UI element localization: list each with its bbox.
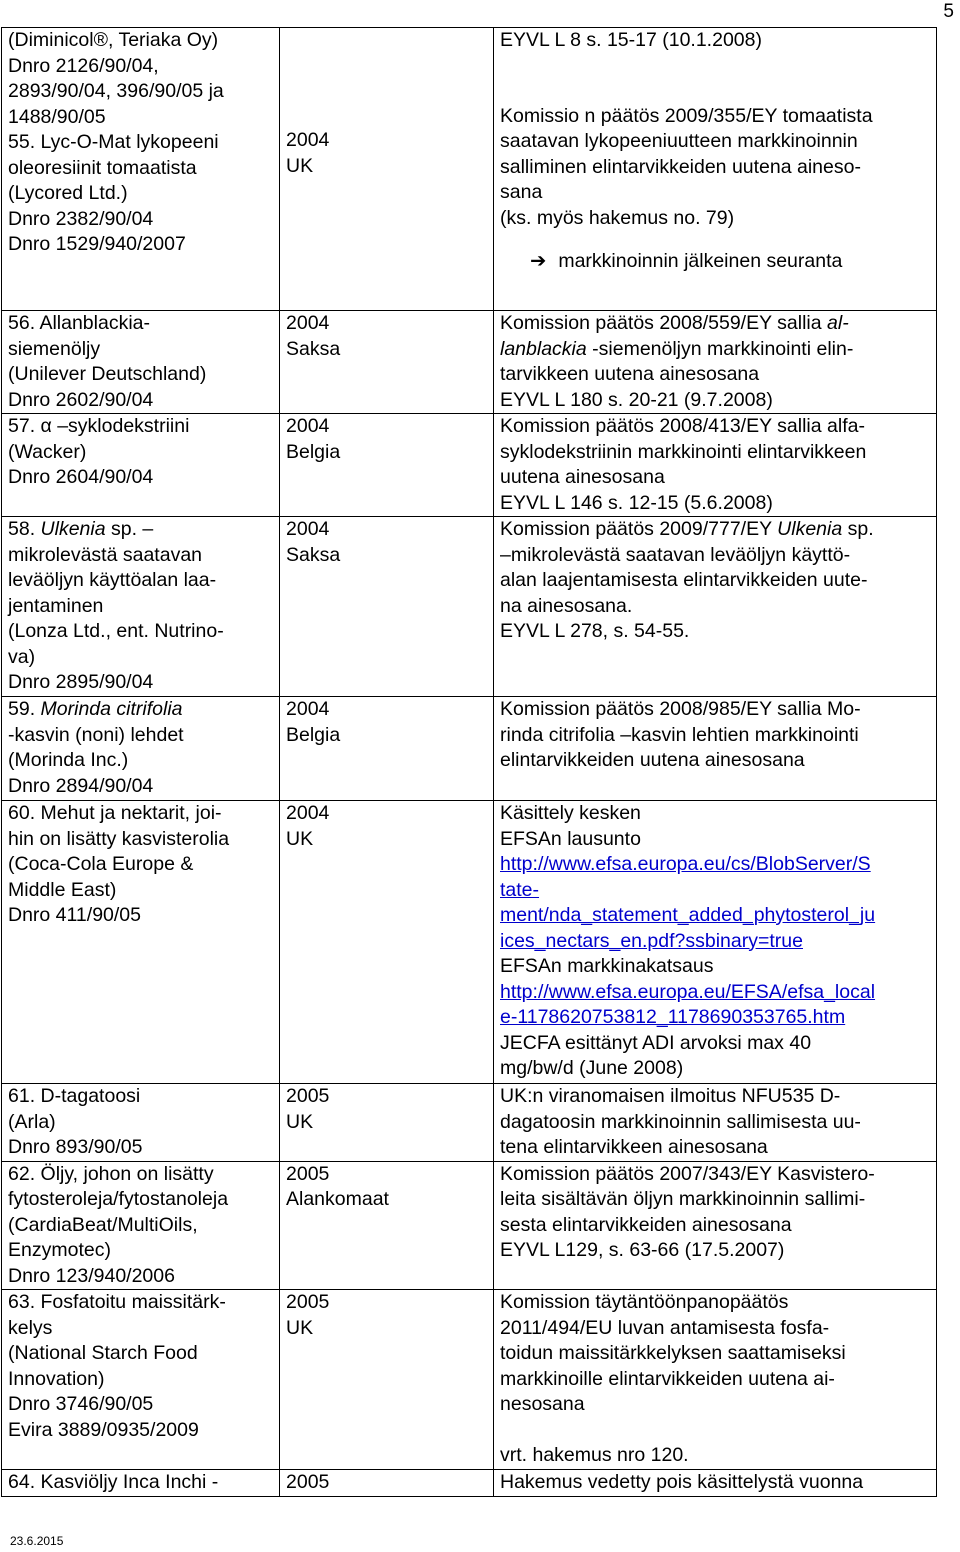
text-line: (Lycored Ltd.) [8, 182, 128, 204]
efsa-market-review-link[interactable]: http://www.efsa.europa.eu/EFSA/efsa_local e-1178620753812_1178690353765.htm [500, 980, 876, 1028]
text-line: Dnro 1529/940/2007 [8, 233, 186, 255]
decision-cell [494, 1290, 937, 1470]
text-line: -kasvin (noni) lehdet [8, 723, 184, 746]
applicant-cell [2, 1470, 280, 1497]
country: Belgia [286, 440, 341, 463]
text-line: (CardiaBeat/MultiOils, [8, 1213, 198, 1236]
text-line: 1488/90/05 [8, 105, 106, 128]
text-line: markkinoille elintarvikkeiden uutena ai- [500, 1367, 835, 1390]
table-row [2, 517, 937, 697]
year: 2004 [286, 129, 330, 151]
text-line: 55. Lyc-O-Mat lykopeeni [8, 131, 219, 153]
table-row [2, 1470, 937, 1497]
text-line: uutena ainesosana [500, 466, 665, 488]
decision-cell [494, 1470, 937, 1497]
text-line: 60. Mehut ja nektarit, joi- [8, 802, 222, 824]
table-row [2, 801, 937, 1084]
text-line: -siemenöljyn markkinointi elin- [586, 337, 854, 360]
text-line: Dnro 2604/90/04 [8, 466, 154, 488]
text-line: salliminen elintarvikkeiden uutena aineso- [500, 155, 861, 178]
text-line: Dnro 893/90/05 [8, 1136, 143, 1158]
table-row [2, 697, 937, 801]
year-country-cell [280, 1290, 494, 1470]
text-line: Enzymotec) [8, 1239, 111, 1261]
text-line: EFSAn lausunto [500, 827, 641, 850]
text-line: Dnro 2895/90/04 [8, 671, 154, 693]
country: UK [286, 154, 314, 177]
year-country-cell [280, 1161, 494, 1290]
text-line: alan laajentamisesta elintarvikkeiden uute- [500, 569, 868, 591]
text-line: saatavan lykopeeniuutteen markkinoinnin [500, 130, 858, 152]
table-row [2, 414, 937, 517]
text-line: Dnro 2382/90/04 [8, 207, 154, 230]
decision-cell [494, 414, 937, 517]
text-line: (Coca-Cola Europe & [8, 853, 194, 875]
text-line: (Wacker) [8, 440, 87, 463]
text-line: UK:n viranomaisen ilmoitus NFU535 D- [500, 1085, 841, 1107]
text-line: Komission päätös 2009/777/EY [500, 518, 778, 540]
text-line: (Diminicol®, Teriaka Oy) [8, 29, 219, 51]
table-row [2, 1290, 937, 1470]
text-line: Komission päätös 2008/985/EY sallia Mo- [500, 698, 861, 720]
text-line: Middle East) [8, 878, 117, 901]
text-line: siemenöljy [8, 337, 101, 360]
country: UK [286, 827, 314, 850]
applicant-cell [2, 697, 280, 801]
text-line: sana [500, 181, 543, 203]
text-line: sesta elintarvikkeiden ainesosana [500, 1213, 792, 1236]
text-line: EYVL L 146 s. 12-15 (5.6.2008) [500, 491, 773, 514]
text-line: markkinoinnin jälkeinen seuranta [558, 250, 843, 272]
text-line: 62. Öljy, johon on lisätty [8, 1162, 214, 1185]
decision-cell [494, 1161, 937, 1290]
decision-cell [494, 801, 937, 1084]
year: 2005 [286, 1162, 330, 1185]
text-line: (Arla) [8, 1110, 56, 1133]
year: 2004 [286, 698, 330, 720]
year: 2005 [286, 1291, 330, 1313]
text-line: 56. Allanblackia- [8, 312, 151, 334]
arrow-right-icon: ➔ [530, 250, 547, 272]
text-line: Komission päätös 2008/559/EY sallia [500, 312, 828, 334]
year-country-cell [280, 697, 494, 801]
year-country-cell [280, 1084, 494, 1162]
italic-text: Ulkenia [40, 518, 106, 540]
page-number: 5 [943, 1, 954, 22]
text-line: oleoresiinit tomaatista [8, 156, 197, 179]
text-line: EYVL L 278, s. 54-55. [500, 620, 690, 642]
year: 2004 [286, 415, 330, 437]
text-line: (Lonza Ltd., ent. Nutrino- [8, 620, 224, 642]
text-line: 58. [8, 518, 41, 540]
applicant-cell [2, 801, 280, 1084]
footer-date: 23.6.2015 [10, 1534, 64, 1548]
country: Belgia [286, 723, 341, 746]
text-line: (ks. myös hakemus no. 79) [500, 206, 735, 229]
text-line: EYVL L 180 s. 20-21 (9.7.2008) [500, 388, 773, 411]
text-line: JECFA esittänyt ADI arvoksi max 40 [500, 1031, 812, 1054]
text-line: Komission päätös 2008/413/EY sallia alfa- [500, 415, 865, 437]
year-country-cell [280, 801, 494, 1084]
applicant-cell [2, 1161, 280, 1290]
year: 2005 [286, 1471, 330, 1493]
text-line: (National Starch Food [8, 1342, 198, 1364]
table-row [2, 1161, 937, 1290]
text-line: na ainesosana. [500, 594, 633, 617]
text-line: vrt. hakemus nro 120. [500, 1443, 689, 1466]
country: UK [286, 1110, 314, 1133]
text-line: Innovation) [8, 1367, 105, 1390]
text-line: va) [8, 645, 36, 668]
country: Saksa [286, 337, 341, 360]
text-line: Evira 3889/0935/2009 [8, 1418, 199, 1441]
text-line: toidun maissitärkkelyksen saattamiseksi [500, 1342, 846, 1364]
applicant-cell [2, 28, 280, 311]
text-line: Komission päätös 2007/343/EY Kasvistero- [500, 1162, 875, 1185]
italic-text: Ulkenia [777, 518, 843, 540]
applicant-cell [2, 1084, 280, 1162]
year-country-cell [280, 311, 494, 414]
text-line: Komission täytäntöönpanopäätös [500, 1291, 789, 1313]
table-row [2, 311, 937, 414]
text-line: Dnro 2126/90/04, [8, 54, 159, 77]
country: Alankomaat [286, 1188, 389, 1210]
text-line: 64. Kasviöljy Inca Inchi - [8, 1471, 219, 1493]
text-line: mg/bw/d (June 2008) [500, 1057, 684, 1079]
applicant-cell [2, 414, 280, 517]
text-line: nesosana [500, 1393, 585, 1415]
year: 2004 [286, 312, 330, 334]
applicant-cell [2, 517, 280, 697]
text-line: 57. α –syklodekstriini [8, 415, 190, 437]
text-line: Hakemus vedetty pois käsittelystä vuonna [500, 1471, 864, 1493]
decision-cell [494, 517, 937, 697]
text-line: sp. – [105, 518, 154, 540]
applicant-cell [2, 311, 280, 414]
text-line: EYVL L 8 s. 15-17 (10.1.2008) [500, 29, 762, 51]
decision-cell [494, 697, 937, 801]
year-country-cell [280, 1470, 494, 1497]
text-line: tena elintarvikkeen ainesosana [500, 1136, 768, 1158]
text-line: rinda citrifolia –kasvin lehtien markkinointi [500, 723, 859, 746]
text-line: kelys [8, 1316, 53, 1339]
text-line: 59. [8, 698, 41, 720]
italic-text: Morinda citrifolia [40, 698, 183, 720]
text-line: hin on lisätty kasvisterolia [8, 827, 230, 850]
text-line: 63. Fosfatoitu maissitärk- [8, 1291, 226, 1313]
applicant-cell [2, 1290, 280, 1470]
country: Saksa [286, 543, 341, 566]
text-line: sp. [842, 518, 874, 540]
text-line: Dnro 3746/90/05 [8, 1393, 154, 1415]
decision-cell [494, 1084, 937, 1162]
text-line: 2893/90/04, 396/90/05 ja [8, 80, 224, 102]
text-line: –mikrolevästä saatavan leväöljyn käyttö- [500, 543, 851, 566]
text-line: leita sisältävän öljyn markkinoinnin sallimi- [500, 1188, 866, 1210]
text-line: EFSAn markkinakatsaus [500, 955, 714, 977]
text-line: Dnro 2602/90/04 [8, 388, 154, 411]
decision-cell [494, 311, 937, 414]
efsa-statement-link[interactable]: http://www.efsa.europa.eu/cs/BlobServer/S tate- ment/nda_statement_added_phytosterol_ju ices_nectars_en.pdf?ssbinary=true [500, 853, 876, 952]
decision-cell [494, 28, 937, 311]
year-country-cell [280, 28, 494, 311]
year-country-cell [280, 517, 494, 697]
country: UK [286, 1316, 314, 1339]
year: 2004 [286, 802, 330, 824]
text-line: (Morinda Inc.) [8, 749, 129, 771]
italic-text: al- [827, 312, 849, 334]
year: 2004 [286, 518, 330, 540]
text-line: fytosteroleja/fytostanoleja [8, 1188, 229, 1210]
table-row [2, 1084, 937, 1162]
year-country-cell [280, 414, 494, 517]
text-line: Käsittely kesken [500, 802, 641, 824]
text-line: jentaminen [8, 594, 104, 617]
text-line: 2011/494/EU luvan antamisesta fosfa- [500, 1316, 830, 1339]
year: 2005 [286, 1085, 330, 1107]
text-line: EYVL L129, s. 63-66 (17.5.2007) [500, 1239, 785, 1261]
text-line: Dnro 411/90/05 [8, 904, 141, 926]
table-row [2, 28, 937, 311]
text-line: 61. D-tagatoosi [8, 1085, 141, 1107]
italic-text: lanblackia [500, 337, 587, 360]
text-line: elintarvikkeiden uutena ainesosana [500, 749, 805, 771]
text-line: mikrolevästä saatavan [8, 543, 203, 566]
text-line: (Unilever Deutschland) [8, 363, 207, 385]
text-line: leväöljyn käyttöalan laa- [8, 569, 217, 591]
text-line: dagatoosin markkinoinnin sallimisesta uu- [500, 1110, 861, 1133]
text-line: Komissio n päätös 2009/355/EY tomaatista [500, 104, 873, 127]
text-line: syklodekstriinin markkinointi elintarvikkeen [500, 440, 867, 463]
text-line: tarvikkeen uutena ainesosana [500, 363, 760, 385]
novel-food-applications-table [1, 27, 937, 1497]
text-line: Dnro 123/940/2006 [8, 1264, 175, 1287]
text-line: Dnro 2894/90/04 [8, 774, 154, 797]
